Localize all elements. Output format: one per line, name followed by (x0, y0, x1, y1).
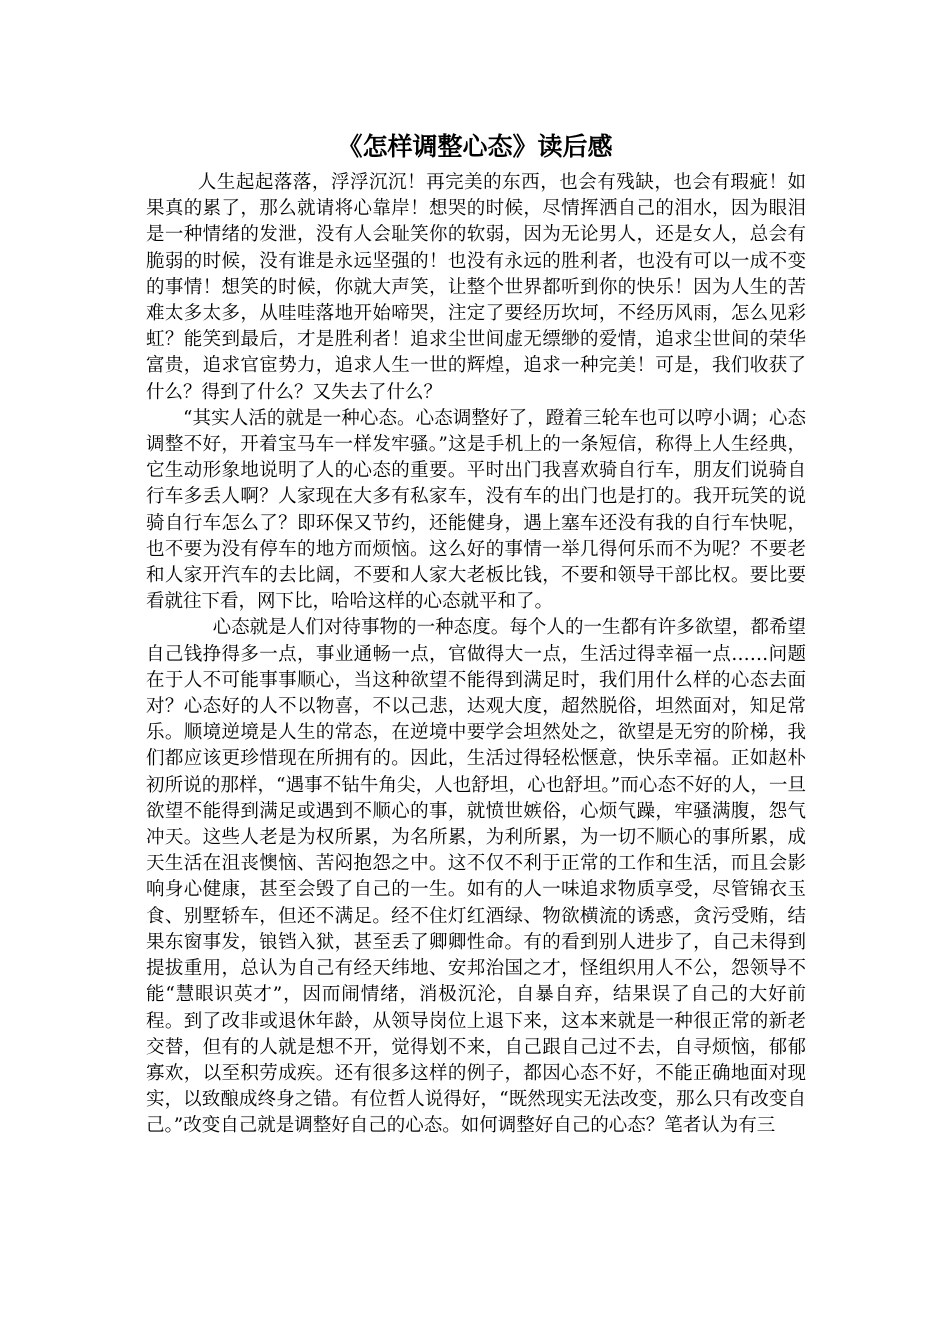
document-body (146, 170, 806, 1140)
paragraph-2: “其实人活的就是一种心态。心态调整好了，蹬着三轮车也可以哼小调；心态调整不好，开着宝马车一样发牢骚。”这是手机上的一条短信，称得上人生经典，它生动形象地说明了人的心态的重要。平时出门我喜欢骑自行车，朋友们说骑自行车多丢人啊？人家现在大多有私家车，没有车的出门也是打的。我开玩笑的说骑自行车怎么了？即环保又节约，还能健身，遇上塞车还没有我的自行车快呢，也不要为没有停车的地方而烦恼。这么好的事情一举几得何乐而不为呢？不要老和人家开汽车的去比阔，不要和人家大老板比钱，不要和领导干部比权。要比要看就往下看，网下比，哈哈这样的心态就平和了。 (146, 407, 806, 613)
document-title: 《怎样调整心态》读后感 (337, 132, 613, 161)
paragraph-1: 人生起起落落，浮浮沉沉！再完美的东西，也会有残缺，也会有瑕疵！如果真的累了，那么就请将心靠岸！想哭的时候，尽情挥洒自己的泪水，因为眼泪是一种情绪的发泄，没有人会耻笑你的软弱，因为无论男人，还是女人，总会有脆弱的时候，没有谁是永远坚强的！也没有永远的胜利者，也没有可以一成不变的事情！想笑的时候，你就大声笑，让整个世界都听到你的快乐！因为人生的苦难太多太多，从哇哇落地开始啼哭，注定了要经历坎坷，不经历风雨，怎么见彩虹？能笑到最后，才是胜利者！追求尘世间虚无缥缈的爱情，追求尘世间的荣华富贵，追求官宦势力，追求人生一世的辉煌，追求一种完美！可是，我们收获了什么？得到了什么？又失去了什么？ (146, 172, 806, 403)
paragraph-3: 心态就是人们对待事物的一种态度。每个人的一生都有许多欲望，都希望自己钱挣得多一点，事业通畅一点，官做得大一点，生活过得幸福一点……问题在于人不可能事事顺心，当这种欲望不能得到满足时，我们用什么样的心态去面对？心态好的人不以物喜，不以己悲，达观大度，超然脱俗，坦然面对，知足常乐。顺境逆境是人生的常态，在逆境中要学会坦然处之，欲望是无穷的阶梯，我们都应该更珍惜现在所拥有的。因此，生活过得轻松惬意，快乐幸福。正如赵朴初所说的那样，“遇事不钻牛角尖，人也舒坦，心也舒坦。”而心态不好的人，一旦欲望不能得到满足或遇到不顺心的事，就愤世嫉俗，心烦气躁，牢骚满腹，怨气冲天。这些人老是为权所累，为名所累，为利所累，为一切不顺心的事所累，成天生活在沮丧懊恼、苦闷抱怨之中。这不仅不利于正常的工作和生活，而且会影响身心健康，甚至会毁了自己的一生。如有的人一味追求物质享受，尽管锦衣玉食、别墅轿车，但还不满足。经不住灯红酒绿、物欲横流的诱惑，贪污受贿，结果东窗事发，锒铛入狱，甚至丢了卿卿性命。有的看到别人进步了，自己未得到提拔重用，总认为自己有经天纬地、安邦治国之才，怪组织用人不公，怨领导不能“慧眼识英才”，因而闹情绪，消极沉沦，自暴自弃，结果误了自己的大好前程。到了改非或退休年龄，从领导岗位上退下来，这本来就是一种很正常的新老交替，但有的人就是想不开，觉得划不来，自己跟自己过不去，自寻烦恼，郁郁寡欢，以至积劳成疾。还有很多这样的例子，都因心态不好，不能正确地面对现实，以致酿成终身之错。有位哲人说得好，“既然现实无法改变，那么只有改变自己。”改变自己就是调整好自己的心态。如何调整好自己的心态？笔者认为有三 (146, 617, 806, 1137)
